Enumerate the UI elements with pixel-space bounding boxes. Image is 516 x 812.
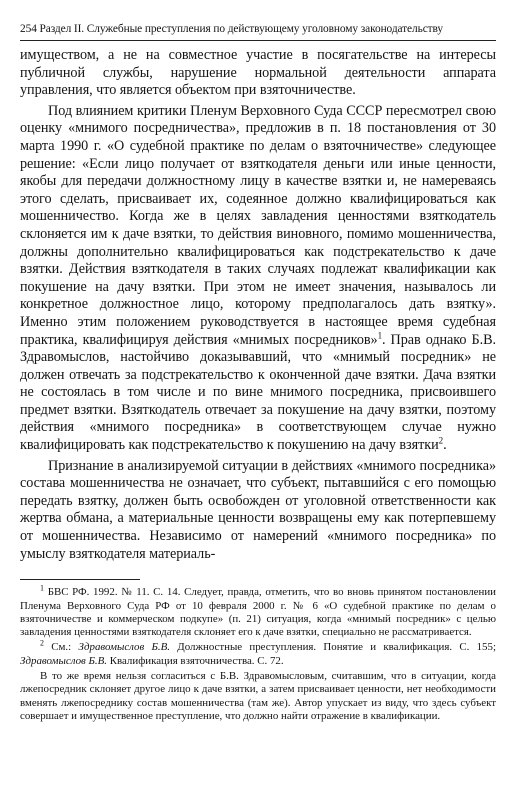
paragraph-recognition: Признание в анализируемой ситуации в действиях «мнимого посредника» состава мошенничества не означает, что субъект, пытавшийся с его помощью передать взятку, должен быть освобожден от уголовной ответственности как жертва обмана, а материальные ценности возвращены ему как потерпевшему от мошенничества. Независимо от намерений «мнимого посредника» по умыслу взяткодателя материаль- [20,457,496,562]
main-text [20,47,496,563]
footnote-text: Квалификация взяточничества. С. 72. [107,654,284,667]
footnote-ref-1[interactable]: 1 [377,329,383,340]
footnote-number: 1 [40,583,44,593]
footnote-number: 2 [40,638,44,648]
footnote-2 [20,638,496,668]
footnote-ref-2[interactable]: 2 [438,435,444,446]
paragraph-plenum [20,103,496,455]
paragraph-text: . [443,437,447,454]
running-header: 254 Раздел II. Служебные преступления по действующему уголовному законодательству [20,22,496,41]
footnote-2-continuation: В то же время нельзя согласиться с Б.В. Здравомысловым, считавшим, что в ситуации, когда лжепосредник склоняет другое лицо к даче взятки, а затем присваивает ценности, нет необходимости вменять лжепосреднику состав мошенничества (там же). Автор упускает из виду, что здесь субъект совершает и имущественное преступление, что должно найти отражение в квалификации. [20,670,496,722]
footnote-text: Должностные преступления. Понятие и квалификация. С. 155; [170,641,496,654]
paragraph-text: . Прав однако Б.В. Здравомыслов, настойчиво доказывавший, что «мнимый посредник» не должен отвечать за подстрекательство к оконченной даче взятки. Дача взятки не состоялась в том числе и по вине мнимого посредника, присвоившего предмет взятки. Взяткодатель отвечает за покушение на дачу взятки, поэтому действия «мнимого посредника» в соответствующем случае нужно квалифицировать как подстрекательство к покушению на дачу взятки [20,331,496,454]
footnote-1 [20,583,496,639]
paragraph-text: Под влиянием критики Пленум Верховного Суда СССР пересмотрел свою оценку «мнимого посредничества», предложив в п. 18 постановления от 30 марта 1990 г. «О судебной практике по делам о взяточничестве» следующее решение: «Если лицо получает от взяткодателя деньги или иные ценности, якобы для передачи должностному лицу в качестве взятки и, не намереваясь этого сделать, присваивает их, содеянное должно квалифицироваться как мошенничество. Когда же в целях завладения ценностями взяткодатель склоняется им к даче взятки, то действия виновного, помимо мошенничества, должны дополнительно квалифицироваться как подстрекательство к даче взятки. Действия взяткодателя в таких случаях подлежат квалификации как покушение на дачу взятки. При этом не имеет значения, называлось ли конкретное должностное лицо, которому предполагалось дать взятку». Именно этим положением руководствуется в настоящее время судебная практика, квалифицируя действия «мнимых посредников» [20,102,496,348]
footnote-author: Здравомыслов Б.В. [78,641,171,654]
footnote-text: БВС РФ. 1992. № 11. С. 14. Следует, правда, отметить, что во вновь принятом постановлении Пленума Верховного Суда РФ от 10 февраля 2000 г. № 6 «О судебной практике по делам о взяточничестве и коммерческом подкупе» (п. 21) ситуация, когда «мнимый посредник» с целью завладения ценностями взяткодателя склоняет его к даче взятки, специально не рассматривается. [20,586,496,639]
footnotes [20,583,496,723]
footnote-divider [20,579,140,580]
footnote-lead: См.: [51,641,79,654]
paragraph-continuation: имуществом, а не на совместное участие в посягательстве на интересы публичной службы, нарушение нормальной деятельности аппарата управления, что является объектом при взяточничестве. [20,47,496,99]
footnote-author: Здравомыслов Б.В. [20,654,108,667]
